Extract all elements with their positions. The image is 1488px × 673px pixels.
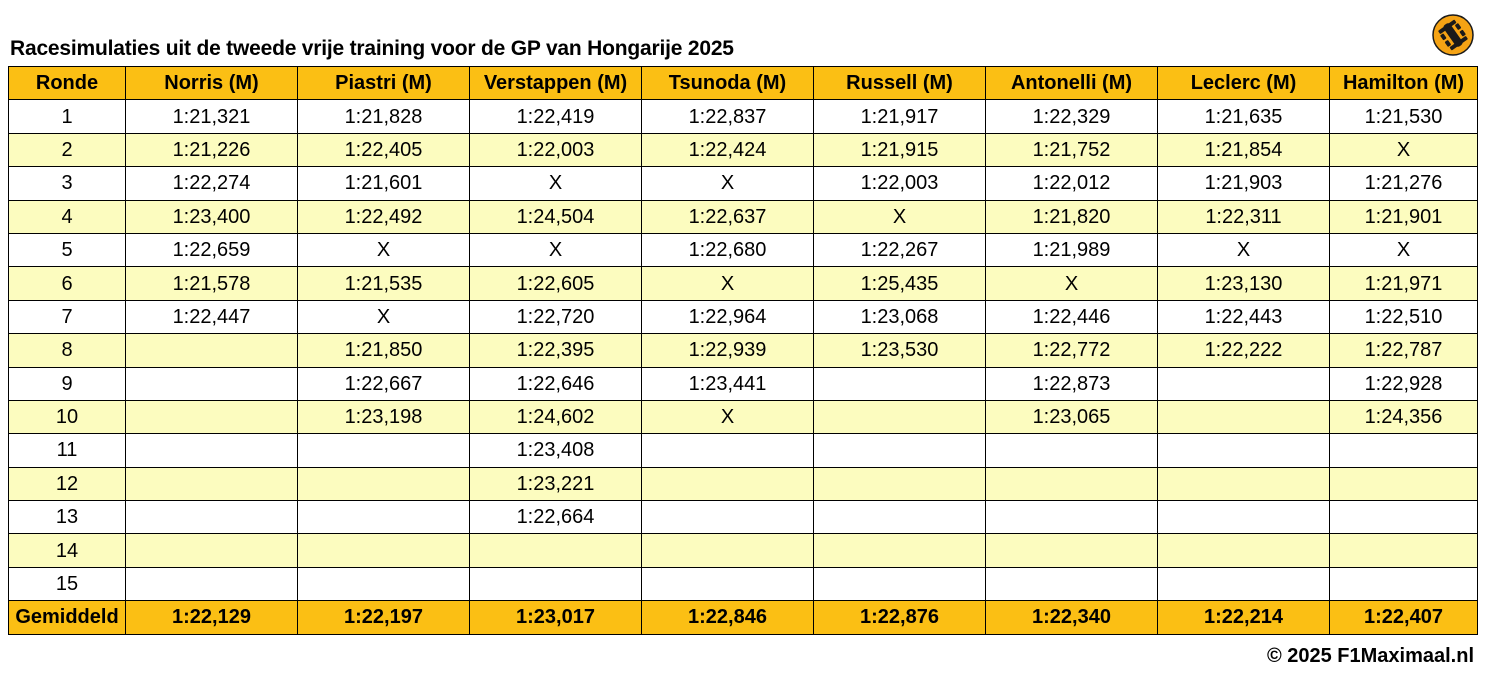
table-row bbox=[9, 100, 1478, 133]
average-cell: 1:22,407 bbox=[1330, 601, 1478, 634]
laptime-cell: 1:22,003 bbox=[470, 133, 642, 166]
table-body bbox=[9, 100, 1478, 634]
laptime-cell: 1:22,664 bbox=[470, 501, 642, 534]
laptime-cell bbox=[126, 400, 298, 433]
header-row bbox=[9, 67, 1478, 100]
table-row bbox=[9, 434, 1478, 467]
column-header: Tsunoda (M) bbox=[642, 67, 814, 100]
laptime-cell: 1:22,405 bbox=[298, 133, 470, 166]
laptime-cell bbox=[298, 501, 470, 534]
laptime-cell: 1:22,395 bbox=[470, 334, 642, 367]
table-row bbox=[9, 501, 1478, 534]
laptime-cell bbox=[126, 534, 298, 567]
table-row bbox=[9, 200, 1478, 233]
laptime-cell: 1:22,446 bbox=[986, 300, 1158, 333]
laptime-cell: 1:21,535 bbox=[298, 267, 470, 300]
laptime-cell bbox=[126, 367, 298, 400]
column-header: Piastri (M) bbox=[298, 67, 470, 100]
laptime-cell: 1:22,667 bbox=[298, 367, 470, 400]
laptime-cell: 1:24,504 bbox=[470, 200, 642, 233]
lap-number-cell: 9 bbox=[9, 367, 126, 400]
laptime-cell bbox=[814, 467, 986, 500]
average-cell: 1:22,197 bbox=[298, 601, 470, 634]
laptime-cell: X bbox=[1330, 233, 1478, 266]
laptime-cell bbox=[470, 534, 642, 567]
laptime-cell: 1:22,646 bbox=[470, 367, 642, 400]
laptime-cell: 1:22,680 bbox=[642, 233, 814, 266]
laptime-cell: 1:22,659 bbox=[126, 233, 298, 266]
laptime-cell bbox=[642, 467, 814, 500]
laptime-cell: 1:22,492 bbox=[298, 200, 470, 233]
laptime-cell: 1:21,854 bbox=[1158, 133, 1330, 166]
table-row bbox=[9, 334, 1478, 367]
page-title: Racesimulaties uit de tweede vrije training voor de GP van Hongarije 2025 bbox=[10, 37, 734, 60]
laptime-cell bbox=[1158, 400, 1330, 433]
laptime-cell: 1:21,276 bbox=[1330, 167, 1478, 200]
laptime-cell: 1:21,820 bbox=[986, 200, 1158, 233]
column-header: Ronde bbox=[9, 67, 126, 100]
laptime-cell: X bbox=[298, 233, 470, 266]
table-row bbox=[9, 400, 1478, 433]
laptime-cell: 1:21,971 bbox=[1330, 267, 1478, 300]
laptime-cell bbox=[814, 400, 986, 433]
laptime-cell bbox=[1158, 534, 1330, 567]
laptime-cell bbox=[986, 467, 1158, 500]
laptime-cell: 1:22,424 bbox=[642, 133, 814, 166]
table-row bbox=[9, 233, 1478, 266]
lap-number-cell: 10 bbox=[9, 400, 126, 433]
laptime-cell: 1:22,329 bbox=[986, 100, 1158, 133]
laptime-cell: 1:24,356 bbox=[1330, 400, 1478, 433]
laptime-cell: 1:21,530 bbox=[1330, 100, 1478, 133]
laptime-cell: X bbox=[642, 267, 814, 300]
laptime-cell bbox=[126, 501, 298, 534]
laptime-cell bbox=[298, 434, 470, 467]
lap-number-cell: 7 bbox=[9, 300, 126, 333]
laptime-cell: 1:22,772 bbox=[986, 334, 1158, 367]
laptime-cell bbox=[1330, 534, 1478, 567]
laptime-cell: X bbox=[814, 200, 986, 233]
laptime-cell: 1:21,635 bbox=[1158, 100, 1330, 133]
lap-number-cell: 1 bbox=[9, 100, 126, 133]
laptime-cell bbox=[986, 534, 1158, 567]
laptime-cell bbox=[814, 367, 986, 400]
column-header: Norris (M) bbox=[126, 67, 298, 100]
laptime-cell: 1:23,408 bbox=[470, 434, 642, 467]
laptime-cell: 1:23,441 bbox=[642, 367, 814, 400]
laptime-cell: 1:22,222 bbox=[1158, 334, 1330, 367]
laptime-cell bbox=[642, 434, 814, 467]
laptime-cell bbox=[126, 334, 298, 367]
lap-number-cell: 8 bbox=[9, 334, 126, 367]
laptime-cell: X bbox=[986, 267, 1158, 300]
laptime-cell: X bbox=[470, 167, 642, 200]
average-cell: 1:23,017 bbox=[470, 601, 642, 634]
laptime-cell: 1:23,221 bbox=[470, 467, 642, 500]
column-header: Leclerc (M) bbox=[1158, 67, 1330, 100]
laptime-cell bbox=[126, 467, 298, 500]
laptime-cell: 1:22,605 bbox=[470, 267, 642, 300]
table-row bbox=[9, 267, 1478, 300]
laptime-cell: 1:22,003 bbox=[814, 167, 986, 200]
column-header: Verstappen (M) bbox=[470, 67, 642, 100]
lap-number-cell: 4 bbox=[9, 200, 126, 233]
laptime-cell: 1:21,601 bbox=[298, 167, 470, 200]
laptime-cell: 1:22,447 bbox=[126, 300, 298, 333]
laptime-cell bbox=[1330, 501, 1478, 534]
laptime-cell: 1:21,828 bbox=[298, 100, 470, 133]
average-cell: 1:22,876 bbox=[814, 601, 986, 634]
average-cell: 1:22,214 bbox=[1158, 601, 1330, 634]
laptime-cell bbox=[1158, 434, 1330, 467]
laptime-cell bbox=[298, 467, 470, 500]
table-row bbox=[9, 133, 1478, 166]
laptime-cell: 1:23,400 bbox=[126, 200, 298, 233]
laptime-cell bbox=[298, 567, 470, 600]
laptime-cell: 1:23,198 bbox=[298, 400, 470, 433]
lap-number-cell: 14 bbox=[9, 534, 126, 567]
lap-number-cell: 6 bbox=[9, 267, 126, 300]
laptime-cell bbox=[986, 434, 1158, 467]
average-cell: 1:22,846 bbox=[642, 601, 814, 634]
lap-number-cell: 11 bbox=[9, 434, 126, 467]
laptime-cell: 1:22,928 bbox=[1330, 367, 1478, 400]
laptime-cell: 1:23,068 bbox=[814, 300, 986, 333]
table-row bbox=[9, 167, 1478, 200]
laptime-cell bbox=[642, 534, 814, 567]
laptime-cell bbox=[1158, 367, 1330, 400]
laptime-cell: 1:22,510 bbox=[1330, 300, 1478, 333]
laptime-cell bbox=[814, 501, 986, 534]
laptime-cell bbox=[642, 567, 814, 600]
laptime-cell: 1:21,850 bbox=[298, 334, 470, 367]
laptime-cell bbox=[814, 534, 986, 567]
table-row bbox=[9, 534, 1478, 567]
laptime-cell: 1:21,752 bbox=[986, 133, 1158, 166]
lap-number-cell: 12 bbox=[9, 467, 126, 500]
average-row bbox=[9, 601, 1478, 634]
laptime-cell: 1:21,917 bbox=[814, 100, 986, 133]
laptime-cell: X bbox=[1158, 233, 1330, 266]
laptime-cell: 1:21,903 bbox=[1158, 167, 1330, 200]
laptime-cell: 1:23,065 bbox=[986, 400, 1158, 433]
laptime-cell: 1:21,578 bbox=[126, 267, 298, 300]
laptime-cell bbox=[986, 567, 1158, 600]
laptime-cell bbox=[470, 567, 642, 600]
laptime-cell: X bbox=[642, 400, 814, 433]
laptime-cell bbox=[126, 567, 298, 600]
lap-number-cell: 13 bbox=[9, 501, 126, 534]
laptime-cell: 1:21,915 bbox=[814, 133, 986, 166]
laptime-cell: 1:21,989 bbox=[986, 233, 1158, 266]
lap-number-cell: 3 bbox=[9, 167, 126, 200]
laptime-cell: 1:23,130 bbox=[1158, 267, 1330, 300]
column-header: Antonelli (M) bbox=[986, 67, 1158, 100]
table-row bbox=[9, 567, 1478, 600]
laptime-cell: 1:21,226 bbox=[126, 133, 298, 166]
laptime-cell: X bbox=[470, 233, 642, 266]
f1-car-logo-icon bbox=[1432, 14, 1474, 56]
laptime-cell: 1:22,012 bbox=[986, 167, 1158, 200]
laptime-cell: 1:22,637 bbox=[642, 200, 814, 233]
laptime-cell: 1:22,873 bbox=[986, 367, 1158, 400]
laptime-cell: 1:22,964 bbox=[642, 300, 814, 333]
average-cell: 1:22,129 bbox=[126, 601, 298, 634]
laptime-cell: 1:22,419 bbox=[470, 100, 642, 133]
laptime-cell bbox=[1158, 467, 1330, 500]
laptime-cell: 1:22,267 bbox=[814, 233, 986, 266]
copyright-footer: © 2025 F1Maximaal.nl bbox=[1266, 645, 1474, 667]
laptimes-table bbox=[8, 66, 1478, 635]
laptime-cell bbox=[298, 534, 470, 567]
laptime-cell: 1:22,787 bbox=[1330, 334, 1478, 367]
laptime-cell bbox=[1158, 501, 1330, 534]
laptime-cell: 1:22,939 bbox=[642, 334, 814, 367]
laptime-cell: 1:25,435 bbox=[814, 267, 986, 300]
laptime-cell: 1:23,530 bbox=[814, 334, 986, 367]
laptime-cell: 1:22,720 bbox=[470, 300, 642, 333]
laptime-cell: 1:21,321 bbox=[126, 100, 298, 133]
average-label-cell: Gemiddeld bbox=[9, 601, 126, 634]
laptime-cell bbox=[642, 501, 814, 534]
laptime-cell bbox=[814, 434, 986, 467]
laptime-cell: 1:24,602 bbox=[470, 400, 642, 433]
laptime-cell: X bbox=[298, 300, 470, 333]
laptime-cell bbox=[814, 567, 986, 600]
laptime-cell: 1:22,837 bbox=[642, 100, 814, 133]
laptime-cell bbox=[986, 501, 1158, 534]
laptime-cell: 1:22,311 bbox=[1158, 200, 1330, 233]
laptime-cell: X bbox=[642, 167, 814, 200]
table-row bbox=[9, 300, 1478, 333]
lap-number-cell: 5 bbox=[9, 233, 126, 266]
table-row bbox=[9, 367, 1478, 400]
laptime-cell: 1:22,274 bbox=[126, 167, 298, 200]
lap-number-cell: 2 bbox=[9, 133, 126, 166]
column-header: Russell (M) bbox=[814, 67, 986, 100]
laptime-cell bbox=[1330, 434, 1478, 467]
laptime-cell bbox=[1330, 467, 1478, 500]
laptime-cell: X bbox=[1330, 133, 1478, 166]
column-header: Hamilton (M) bbox=[1330, 67, 1478, 100]
laptime-cell bbox=[1330, 567, 1478, 600]
lap-number-cell: 15 bbox=[9, 567, 126, 600]
laptime-cell: 1:21,901 bbox=[1330, 200, 1478, 233]
average-cell: 1:22,340 bbox=[986, 601, 1158, 634]
table-row bbox=[9, 467, 1478, 500]
laptime-cell bbox=[126, 434, 298, 467]
laptime-cell: 1:22,443 bbox=[1158, 300, 1330, 333]
laptime-cell bbox=[1158, 567, 1330, 600]
